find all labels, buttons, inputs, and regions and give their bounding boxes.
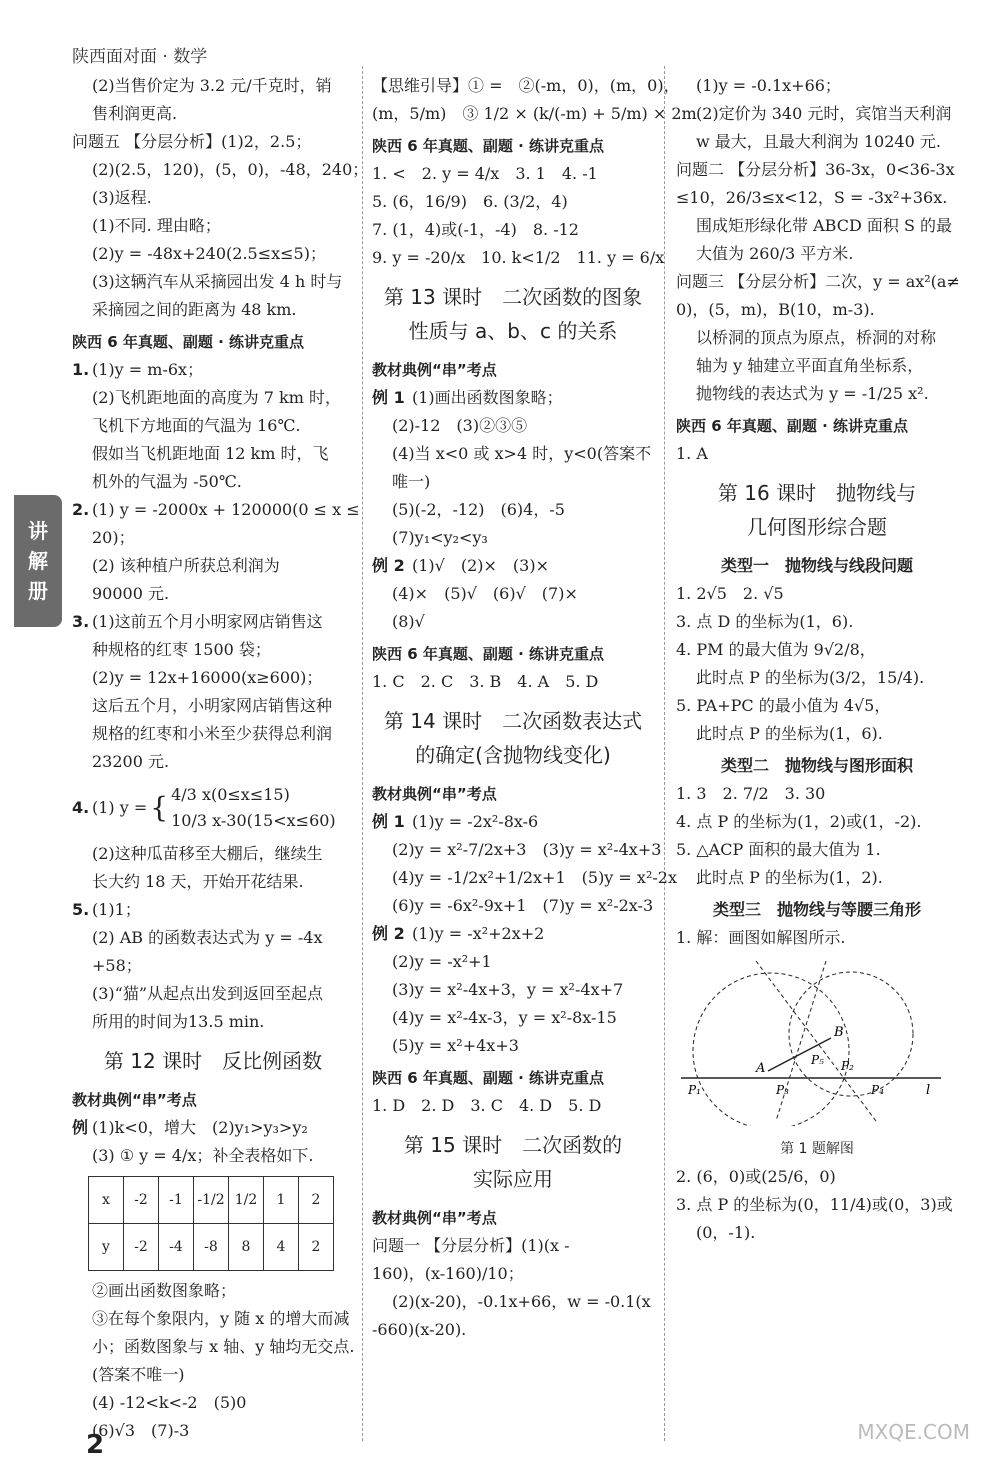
answer-text: 4. 点 P 的坐标为(1，2)或(1，-2). xyxy=(676,812,922,831)
answer-text: (m，5/m) ③ 1/2 × (k/(-m) + 5/m) × 2m xyxy=(372,104,697,123)
answer-line xyxy=(72,896,354,924)
answer-line xyxy=(372,808,654,836)
answer-text: (1)这前五个月小明家网店销售这 xyxy=(92,612,323,631)
answer-line xyxy=(676,664,958,692)
label-b: B xyxy=(834,1025,844,1040)
answer-line xyxy=(676,864,958,892)
answer-line xyxy=(72,268,354,296)
answer-line xyxy=(72,468,354,496)
answer-text: (3)这辆汽车从采摘园出发 4 h 时与 xyxy=(92,272,343,291)
table-row-y xyxy=(89,1224,334,1271)
answer-line xyxy=(72,440,354,468)
answer-text: 此时点 P 的坐标为(1，6). xyxy=(696,724,883,743)
lesson-title-line: 性质与 a、b、c 的关系 xyxy=(408,319,618,343)
table-cell: 2 xyxy=(299,1177,334,1224)
answer-line xyxy=(676,808,958,836)
lesson-title-line: 第 16 课时 抛物线与 xyxy=(717,481,917,505)
answer-line xyxy=(372,1288,654,1316)
answer-line xyxy=(372,384,654,412)
answer-text: (4) -12<k<-2 (5)0 xyxy=(92,1393,247,1412)
answer-text: (1)1； xyxy=(92,900,141,919)
label-p2: P₂ xyxy=(841,1059,854,1073)
question-number: 例 1 xyxy=(372,388,405,407)
col1-lines-c xyxy=(72,1086,354,1170)
answer-line xyxy=(372,1032,654,1060)
table-cell: x xyxy=(89,1177,124,1224)
answer-column-3 xyxy=(676,72,958,1247)
answer-text: (5)y = x²+4x+3 xyxy=(392,1036,519,1055)
answer-text: ≤10，26/3≤x<12，S = -3x²+36x. xyxy=(676,188,948,207)
answer-line xyxy=(676,352,958,380)
answer-line xyxy=(72,296,354,324)
answer-line xyxy=(676,324,958,352)
answer-text: 陕西 6 年真题、副题 · 练讲克重点 xyxy=(72,333,305,351)
answer-text: w 最大，且最大利润为 10240 元. xyxy=(696,132,941,151)
lesson-14-title xyxy=(372,704,654,772)
answer-text: 2. (6，0)或(25/6，0) xyxy=(676,1167,836,1186)
answer-text: 飞机下方地面的气温为 16℃. xyxy=(92,416,301,435)
answer-text: (4)y = -1/2x²+1/2x+1 (5)y = x²-2x xyxy=(392,868,677,887)
perpendicular-bisector xyxy=(756,961,876,1121)
answer-line xyxy=(72,552,354,580)
question-number: 4. xyxy=(72,798,90,817)
answer-line xyxy=(72,868,354,896)
answer-line xyxy=(72,356,354,384)
answer-line xyxy=(72,608,354,636)
answer-line xyxy=(72,156,369,184)
answer-line xyxy=(676,268,958,296)
answer-text: (2)-12 (3)②③⑤ xyxy=(392,416,528,435)
answer-line xyxy=(72,924,354,952)
col1-lines-d xyxy=(72,1277,354,1445)
table-cell: -1/2 xyxy=(194,1177,229,1224)
answer-line xyxy=(72,580,354,608)
answer-line xyxy=(372,892,654,920)
answer-text: 教材典例“串”考点 xyxy=(372,1209,497,1227)
answer-line xyxy=(72,1305,354,1333)
answer-line xyxy=(676,780,958,808)
col3-lines-b xyxy=(676,580,958,748)
col2-lines-d xyxy=(372,1204,654,1344)
answer-line xyxy=(72,748,354,776)
table-cell: -2 xyxy=(124,1177,159,1224)
answer-text: 抛物线的表达式为 y = -1/25 x². xyxy=(696,384,929,403)
answer-text: 23200 元. xyxy=(92,752,170,771)
piecewise-lead: (1) y = xyxy=(92,798,148,817)
answer-text: 5. PA+PC 的最小值为 4√5， xyxy=(676,696,891,715)
answer-line xyxy=(676,608,958,636)
answer-line xyxy=(676,296,958,324)
answer-line xyxy=(372,836,662,864)
side-tab-char: 讲 xyxy=(28,519,48,543)
answer-text: (8)√ xyxy=(392,612,425,631)
answer-text: (2)飞机距地面的高度为 7 km 时， xyxy=(92,388,341,407)
solution-figure xyxy=(676,956,958,1163)
type-1-heading: 类型一 抛物线与线段问题 xyxy=(720,556,913,575)
answer-line xyxy=(372,72,680,100)
answer-line xyxy=(72,1277,354,1305)
table-cell: 8 xyxy=(229,1224,264,1271)
answer-text: (2)定价为 340 元时，宾馆当天利润 xyxy=(696,104,952,123)
answer-text: 售利润更高. xyxy=(92,104,178,123)
table-cell: 4 xyxy=(264,1224,299,1271)
label-p3: P₃ xyxy=(776,1083,789,1097)
answer-text: (2)(x-20)，-0.1x+66，w = -0.1(x xyxy=(392,1292,651,1311)
col1-lines-a xyxy=(72,72,369,776)
answer-text: 陕西 6 年真题、副题 · 练讲克重点 xyxy=(372,1069,605,1087)
side-tab-char: 册 xyxy=(28,579,48,603)
col3-lines-d xyxy=(676,924,958,952)
answer-text: (1)不同. 理由略； xyxy=(92,216,221,235)
section-heading xyxy=(72,328,354,356)
answer-text: 唯一) xyxy=(392,472,431,491)
table-cell: 1/2 xyxy=(229,1177,264,1224)
answer-line xyxy=(72,636,354,664)
answer-line xyxy=(372,1232,654,1260)
table-cell: -8 xyxy=(194,1224,229,1271)
label-p1: P₁ xyxy=(688,1083,701,1097)
side-tab-char: 解 xyxy=(28,549,48,573)
answer-text: (4)当 x<0 或 x>4 时，y<0(答案不 xyxy=(392,444,652,463)
label-p4: P₄ xyxy=(871,1083,884,1097)
answer-text: 20)； xyxy=(92,528,135,547)
answer-text: (2) 该种植户所获总利润为 xyxy=(92,556,280,575)
lesson-title-line: 的确定(含抛物线变化) xyxy=(415,743,611,767)
answer-text: (2)y = -x²+1 xyxy=(392,952,492,971)
table-cell: y xyxy=(89,1224,124,1271)
answer-line xyxy=(676,720,958,748)
answer-text: 陕西 6 年真题、副题 · 练讲克重点 xyxy=(372,645,605,663)
answer-line xyxy=(72,72,354,100)
section-heading xyxy=(372,1064,654,1092)
answer-text: 1. 3 2. 7/2 3. 30 xyxy=(676,784,826,803)
answer-line xyxy=(72,720,354,748)
answer-line xyxy=(72,980,354,1008)
answer-text: (2)y = 12x+16000(x≥600)； xyxy=(92,668,323,687)
answer-line xyxy=(72,412,354,440)
answer-line xyxy=(72,496,360,524)
answer-line xyxy=(72,1008,354,1036)
label-l: l xyxy=(926,1083,931,1098)
answer-text: ②画出函数图象略； xyxy=(92,1281,237,1300)
answer-line xyxy=(676,580,958,608)
answer-text: (2)这种瓜苗移至大棚后，继续生 xyxy=(92,844,323,863)
col2-lines-b xyxy=(372,356,654,696)
answer-text: 问题三 【分层分析】二次，y = ax²(a≠ xyxy=(676,272,960,291)
answer-text: (1)y = -x²+2x+2 xyxy=(412,924,545,943)
watermark: MXQE.COM xyxy=(857,1420,970,1444)
answer-text: 小；函数图象与 x 轴、y 轴均无交点. xyxy=(92,1337,355,1356)
answer-text: 陕西 6 年真题、副题 · 练讲克重点 xyxy=(372,137,605,155)
answer-text: (3) ① y = 4/x；补全表格如下. xyxy=(92,1146,314,1165)
answer-text: 种规格的红枣 1500 袋； xyxy=(92,640,271,659)
answer-line xyxy=(676,1191,958,1219)
answer-text: 【思维引导】① = ②(-m，0)，(m，0)， xyxy=(372,76,680,95)
section-heading xyxy=(372,1204,654,1232)
answer-text: (3)y = x²-4x+3，y = x²-4x+7 xyxy=(392,980,624,999)
answer-line xyxy=(676,924,958,952)
answer-text: 3. 点 D 的坐标为(1，6). xyxy=(676,612,854,631)
answer-text: 问题二 【分层分析】36-3x，0<36-3x xyxy=(676,160,955,179)
answer-text: 以桥洞的顶点为原点，桥洞的对称 xyxy=(696,328,937,347)
answer-line xyxy=(72,952,354,980)
answer-line xyxy=(676,1219,958,1247)
answer-text: (5)(-2，-12) (6)4，-5 xyxy=(392,500,565,519)
lesson-13-title xyxy=(372,280,654,348)
col3-lines-e xyxy=(676,1163,958,1247)
answer-line xyxy=(676,184,958,212)
column-divider xyxy=(664,66,665,1441)
answer-text: (2) AB 的函数表达式为 y = -4x xyxy=(92,928,323,947)
answer-line xyxy=(372,1004,654,1032)
answer-line xyxy=(72,692,354,720)
answer-text: (1) y = -2000x + 120000(0 ≤ x ≤ xyxy=(92,500,360,519)
answer-text: 7. (1，4)或(-1，-4) 8. -12 xyxy=(372,220,579,239)
answer-text: 1. < 2. y = 4/x 3. 1 4. -1 xyxy=(372,164,598,183)
answer-text: 1. 解：画图如解图所示. xyxy=(676,928,846,947)
question-number: 例 2 xyxy=(372,556,405,575)
answer-text: (1)y = m-6x； xyxy=(92,360,204,379)
answer-line xyxy=(676,836,958,864)
answer-text: 问题五 【分层分析】(1)2，2.5； xyxy=(72,132,312,151)
answer-text: (4)y = x²-4x-3，y = x²-8x-15 xyxy=(392,1008,617,1027)
answer-line xyxy=(72,524,354,552)
answer-text: 轴为 y 轴建立平面直角坐标系， xyxy=(696,356,924,375)
answer-line xyxy=(72,1417,354,1445)
answer-line xyxy=(72,1142,354,1170)
answer-text: 长大约 18 天，开始开花结果. xyxy=(92,872,304,891)
table-row-x xyxy=(89,1177,334,1224)
answer-text: (3)返程. xyxy=(92,188,152,207)
answer-text: 围成矩形绿化带 ABCD 面积 S 的最 xyxy=(696,216,952,235)
piecewise-function xyxy=(171,782,336,834)
answer-line xyxy=(372,524,654,552)
answer-text: (6)y = -6x²-9x+1 (7)y = x²-2x-3 xyxy=(392,896,654,915)
answer-line xyxy=(72,212,354,240)
answer-text: 9. y = -20/x 10. k<1/2 11. y = 6/x xyxy=(372,248,665,267)
answer-text: (答案不唯一) xyxy=(92,1365,185,1384)
answer-line xyxy=(372,1092,654,1120)
page-number: 2 xyxy=(86,1430,105,1460)
answer-line xyxy=(372,188,654,216)
answer-text: 所用的时间为13.5 min. xyxy=(92,1012,265,1031)
answer-line xyxy=(372,160,654,188)
answer-text: -660)(x-20). xyxy=(372,1320,467,1339)
piecewise-case: 4/3 x(0≤x≤15) xyxy=(171,785,290,804)
type-2-heading: 类型二 抛物线与图形面积 xyxy=(720,756,913,775)
answer-text: 1. D 2. D 3. C 4. D 5. D xyxy=(372,1096,602,1115)
table-cell: -4 xyxy=(159,1224,194,1271)
answer-line xyxy=(676,380,958,408)
answer-text: (7)y₁<y₂<y₃ xyxy=(392,528,488,547)
lesson-title-line: 实际应用 xyxy=(473,1167,553,1191)
answer-line xyxy=(72,840,354,868)
answer-text: (2)y = x²-7/2x+3 (3)y = x²-4x+3 xyxy=(392,840,662,859)
answer-line xyxy=(676,440,958,468)
answer-line xyxy=(676,100,958,128)
label-a: A xyxy=(756,1061,766,1076)
answer-line xyxy=(372,948,654,976)
piecewise-case: 10/3 x-30(15<x≤60) xyxy=(171,811,336,830)
lesson-title-line: 第 15 课时 二次函数的 xyxy=(403,1133,623,1157)
answer-line xyxy=(676,156,958,184)
section-heading xyxy=(372,780,654,808)
answer-text: (1)√ (2)× (3)× xyxy=(412,556,550,575)
section-heading xyxy=(372,132,654,160)
answer-text: 1. A xyxy=(676,444,708,463)
answer-text: (2)y = -48x+240(2.5≤x≤5)； xyxy=(92,244,326,263)
answer-line xyxy=(72,1361,354,1389)
answer-text: ③在每个象限内，y 随 x 的增大而减 xyxy=(92,1309,350,1328)
answer-line xyxy=(676,692,958,720)
answer-text: (2)(2.5，120)，(5，0)，-48，240； xyxy=(92,160,369,179)
question-number: 3. xyxy=(72,612,90,631)
answer-text: (1)画出函数图象略； xyxy=(412,388,563,407)
answer-line xyxy=(72,384,354,412)
answer-line xyxy=(676,240,958,268)
question-number: 例 xyxy=(72,1118,89,1137)
table-cell: -2 xyxy=(124,1224,159,1271)
answer-text: (6)√3 (7)-3 xyxy=(92,1421,190,1440)
answer-text: (1)y = -2x²-8x-6 xyxy=(412,812,539,831)
page-header: 陕西面对面 · 数学 xyxy=(72,47,208,67)
brace-icon: { xyxy=(150,791,169,824)
col3-lines-c xyxy=(676,780,958,892)
answer-line xyxy=(372,244,665,272)
lesson-title-line: 第 14 课时 二次函数表达式 xyxy=(383,709,643,733)
circles-diagram xyxy=(676,956,946,1126)
answer-line xyxy=(372,976,654,1004)
answer-line xyxy=(372,552,654,580)
answer-text: (0，-1). xyxy=(696,1223,756,1242)
answer-line xyxy=(372,440,654,468)
answer-line xyxy=(72,1114,354,1142)
figure-caption: 第 1 题解图 xyxy=(780,1141,854,1157)
answer-text: 大值为 260/3 平方米. xyxy=(696,244,854,263)
col2-lines-a xyxy=(372,72,697,272)
section-heading xyxy=(372,356,654,384)
answer-line xyxy=(372,468,654,496)
answer-text: 此时点 P 的坐标为(3/2，15/4). xyxy=(696,668,925,687)
answer-line xyxy=(372,668,654,696)
table-cell: 2 xyxy=(299,1224,334,1271)
answer-line xyxy=(372,100,697,128)
question-number: 5. xyxy=(72,900,90,919)
answer-text: 机外的气温为 -50℃. xyxy=(92,472,242,491)
section-heading xyxy=(372,640,654,668)
col3-lines-a xyxy=(676,72,958,468)
answer-line xyxy=(72,240,354,268)
lesson-12-title: 第 12 课时 反比例函数 xyxy=(103,1049,323,1073)
answer-text: 陕西 6 年真题、副题 · 练讲克重点 xyxy=(676,417,909,435)
section-heading xyxy=(676,412,958,440)
lesson-15-title xyxy=(372,1128,654,1196)
answer-text: 假如当飞机距地面 12 km 时，飞 xyxy=(92,444,329,463)
answer-text: 90000 元. xyxy=(92,584,170,603)
answer-text: 160)，(x-160)/10； xyxy=(372,1264,524,1283)
answer-text: (1)y = -0.1x+66； xyxy=(696,76,841,95)
answer-text: 1. 2√5 2. √5 xyxy=(676,584,784,603)
answer-text: (4)× (5)√ (6)√ (7)× xyxy=(392,584,578,603)
answer-line xyxy=(372,216,654,244)
answer-text: 5. (6，16/9) 6. (3/2，4) xyxy=(372,192,568,211)
answer-line xyxy=(676,212,958,240)
answer-line xyxy=(372,580,654,608)
answer-line xyxy=(372,608,654,636)
dashed-circle-a xyxy=(693,973,849,1126)
answer-text: 0)，(5，m)，B(10，m-3). xyxy=(676,300,875,319)
answer-line xyxy=(72,128,354,156)
lesson-title-line: 几何图形综合题 xyxy=(747,515,887,539)
table-cell: -1 xyxy=(159,1177,194,1224)
answer-line xyxy=(372,864,677,892)
answer-text: 教材典例“串”考点 xyxy=(372,785,497,803)
answer-text: 这后五个月，小明家网店销售这种 xyxy=(92,696,333,715)
answer-text: 5. △ACP 面积的最大值为 1. xyxy=(676,840,881,859)
lesson-16-title xyxy=(676,476,958,544)
question-number: 1. xyxy=(72,360,90,379)
answer-line xyxy=(676,72,958,100)
dashed-line xyxy=(776,961,826,1121)
answer-line xyxy=(72,184,354,212)
type-3-heading: 类型三 抛物线与等腰三角形 xyxy=(712,900,921,919)
answer-line xyxy=(372,920,654,948)
question-number: 例 2 xyxy=(372,924,405,943)
answer-text: 1. C 2. C 3. B 4. A 5. D xyxy=(372,672,599,691)
answer-line xyxy=(72,664,354,692)
answer-line xyxy=(372,1316,654,1344)
answer-text: 此时点 P 的坐标为(1，2). xyxy=(696,868,883,887)
answer-line xyxy=(372,1260,654,1288)
value-table xyxy=(88,1176,334,1271)
col2-lines-c xyxy=(372,780,677,1120)
answer-text: 采摘园之间的距离为 48 km. xyxy=(92,300,297,319)
answer-text: 3. 点 P 的坐标为(0，11/4)或(0，3)或 xyxy=(676,1195,953,1214)
answer-line xyxy=(676,636,958,664)
table-cell: 1 xyxy=(264,1177,299,1224)
question-number: 例 1 xyxy=(372,812,405,831)
column-divider xyxy=(362,66,363,1441)
answer-text: +58； xyxy=(92,956,142,975)
answer-line xyxy=(72,100,354,128)
answer-text: 教材典例“串”考点 xyxy=(72,1091,197,1109)
question-number: 2. xyxy=(72,500,90,519)
answer-text: 教材典例“串”考点 xyxy=(372,361,497,379)
answer-line xyxy=(372,412,654,440)
answer-line xyxy=(676,1163,958,1191)
answer-text: 规格的红枣和小米至少获得总利润 xyxy=(92,724,333,743)
answer-text: 问题一 【分层分析】(1)(x - xyxy=(372,1236,570,1255)
answer-text: (2)当售价定为 3.2 元/千克时，销 xyxy=(92,76,332,95)
answer-line xyxy=(676,128,958,156)
answer-line xyxy=(72,1389,354,1417)
lesson-title-line: 第 13 课时 二次函数的图象 xyxy=(383,285,643,309)
answer-line xyxy=(372,496,654,524)
answer-text: (1)k<0，增大 (2)y₁>y₃>y₂ xyxy=(92,1118,308,1137)
answer-text: 4. PM 的最大值为 9√2/8， xyxy=(676,640,876,659)
section-heading xyxy=(72,1086,354,1114)
answer-text: (3)“猫”从起点出发到返回至起点 xyxy=(92,984,324,1003)
section-side-tab xyxy=(14,495,62,627)
answer-column-1 xyxy=(72,72,369,1445)
answer-q4 xyxy=(72,776,354,840)
label-p5: P₅ xyxy=(811,1053,824,1067)
col1-lines-b xyxy=(72,840,354,1036)
answer-line xyxy=(72,1333,354,1361)
